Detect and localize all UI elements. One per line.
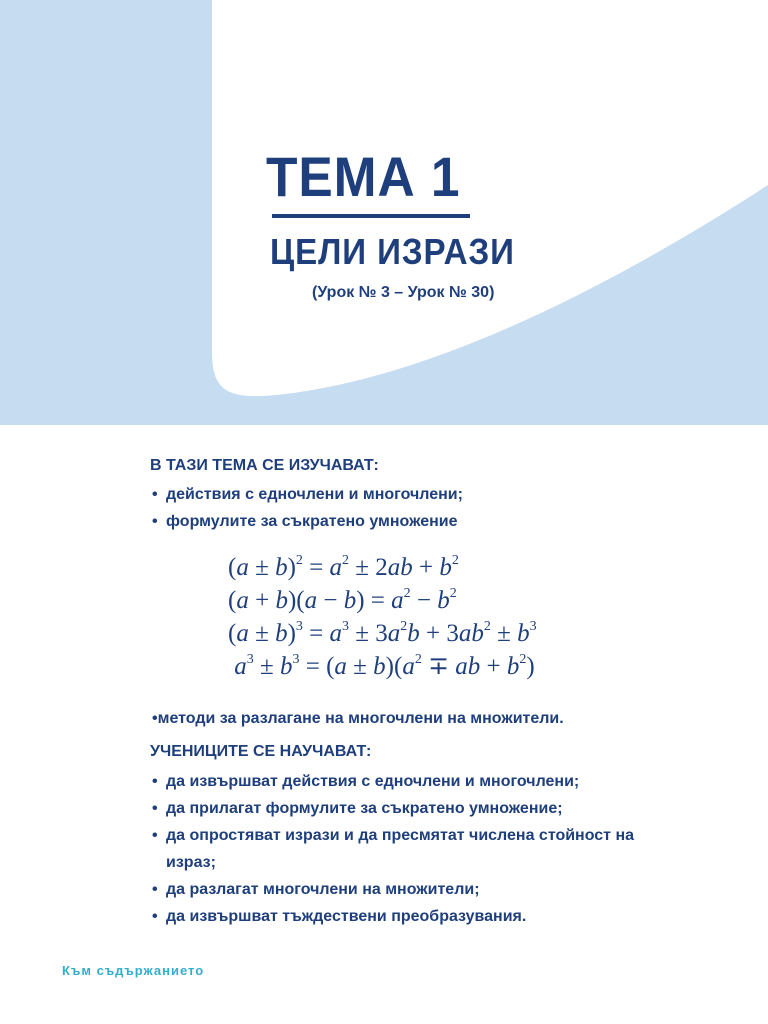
methods-item: •методи за разлагане на многочлени на множители. [152, 710, 564, 727]
list-item: • формулите за съкратено умножение [150, 508, 670, 535]
formula-block [228, 551, 588, 683]
list-item: • действия с едночлени и многочлени; [150, 481, 670, 508]
background-blue-shape [0, 0, 768, 425]
formula-cube-of-sum: $(a \pm b)^3 = a^3 \pm 3a^2b + 3ab^2 \pm b^3$ [228, 619, 537, 647]
title-underline [272, 214, 470, 218]
learn-heading: УЧЕНИЦИТЕ СЕ НАУЧАВАТ: [150, 743, 372, 760]
list-item: • да прилагат формулите за съкратено умножение; [150, 795, 670, 822]
page-subtitle: ЦЕЛИ ИЗРАЗИ [270, 231, 515, 272]
list-item: • да извършват действия с едночлени и многочлени; [150, 768, 670, 795]
list-item: • да опростяват изрази и да пресмятат числена стойност на израз; [150, 822, 666, 876]
list-item: • да извършват тъждествени преобразувания. [150, 903, 670, 930]
formula-sum-of-cubes: $a^3 \pm b^3 = (a \pm b)(a^2$ ∓ ab + $b^2$) [234, 652, 535, 680]
study-heading: В ТАЗИ ТЕМА СЕ ИЗУЧАВАТ: [150, 457, 379, 474]
formula-square-of-sum: $(a \pm b)^2 = a^2 \pm 2ab + b^2$ [228, 553, 459, 581]
table-of-contents-link[interactable]: Към съдържанието [62, 963, 205, 978]
lesson-range: (Урок № 3 – Урок № 30) [312, 284, 495, 301]
page-title: ТЕМА 1 [266, 145, 461, 208]
study-list [150, 481, 670, 535]
list-item: • да разлагат многочлени на множители; [150, 876, 670, 903]
formula-difference-of-squares: $(a + b)(a - b) = a^2 - b^2$ [228, 586, 457, 614]
learn-list [150, 768, 670, 930]
